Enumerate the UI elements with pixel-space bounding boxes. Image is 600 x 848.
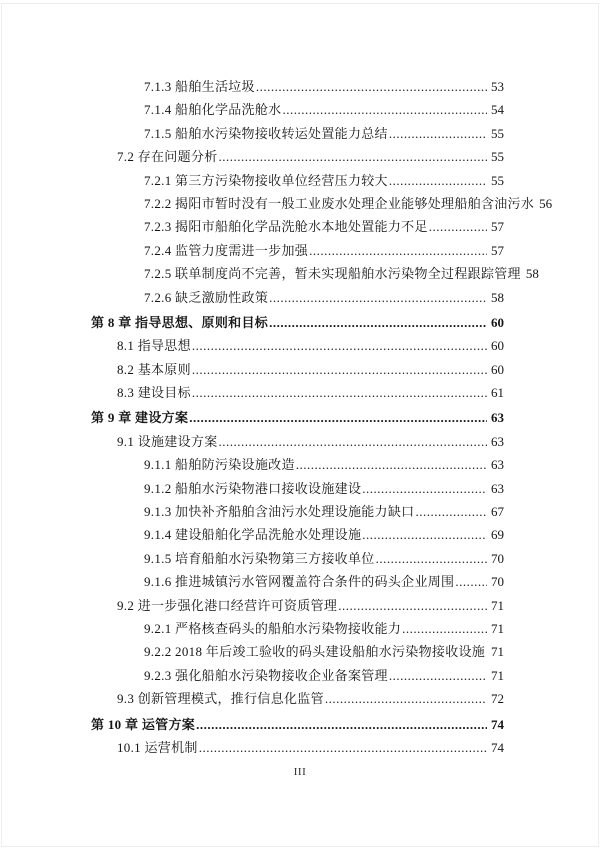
toc-leader-dots xyxy=(309,239,487,262)
toc-entry[interactable] xyxy=(91,358,504,381)
toc-entry[interactable] xyxy=(91,477,504,500)
toc-entry[interactable] xyxy=(91,453,504,476)
toc-entry[interactable] xyxy=(91,122,504,145)
toc-leader-dots xyxy=(389,664,487,687)
toc-entry-label: 7.2.3 揭阳市船舶化学品洗舱水本地处置能力不足 xyxy=(144,219,428,235)
toc-entry-label: 9.1.6 推进城镇污水管网覆盖符合条件的码头企业周围 xyxy=(144,574,455,590)
toc-entry-page: 55 xyxy=(491,149,504,165)
toc-entry-label: 9.1.1 船舶防污染设施改造 xyxy=(144,457,295,473)
toc-entry-page: 61 xyxy=(491,385,504,401)
toc-entry-page: 63 xyxy=(491,433,504,449)
toc-entry-page: 57 xyxy=(491,242,504,258)
toc-entry-page: 71 xyxy=(491,667,504,683)
toc-entry-page: 58 xyxy=(525,266,539,282)
toc-entry-page: 63 xyxy=(491,410,504,426)
toc-entry-label: 7.2.5 联单制度尚不完善，暂未实现船舶水污染物全过程跟踪管理 xyxy=(144,266,521,282)
toc-entry-label: 9.2.2 2018 年后竣工验收的码头建设船舶水污染物接收设施 xyxy=(144,644,486,660)
toc-entry-page: 70 xyxy=(491,550,504,566)
toc-leader-dots xyxy=(376,547,487,570)
toc-entry-page: 57 xyxy=(491,219,504,235)
toc-entry[interactable] xyxy=(91,311,504,334)
toc-entry[interactable] xyxy=(91,640,504,663)
toc-leader-dots xyxy=(338,594,487,617)
toc-leader-dots xyxy=(219,145,488,168)
toc-entry-label: 7.2.2 揭阳市暂时没有一般工业废水处理企业能够处理船舶含油污水 xyxy=(144,195,535,211)
toc-entry-page: 56 xyxy=(539,195,553,211)
toc-entry[interactable] xyxy=(91,547,504,570)
toc-entry-label: 第 8 章 指导思想、原则和目标 xyxy=(91,314,269,330)
toc-leader-dots xyxy=(296,453,487,476)
toc-entry-label: 9.1.3 加快补齐船舶含油污水处理设施能力缺口 xyxy=(144,504,415,520)
toc-leader-dots xyxy=(402,617,487,640)
document-page xyxy=(1,3,599,847)
toc-leader-dots xyxy=(389,169,487,192)
toc-entry[interactable] xyxy=(91,262,539,285)
toc-entry-page: 60 xyxy=(491,361,504,377)
toc-entry[interactable] xyxy=(91,523,504,546)
toc-leader-dots xyxy=(362,523,487,546)
toc-entry-page: 71 xyxy=(491,620,504,636)
toc-entry-label: 第 10 章 运管方案 xyxy=(91,716,196,732)
toc-entry[interactable] xyxy=(91,145,504,168)
toc-entry-label: 8.2 基本原则 xyxy=(117,361,191,377)
toc-leader-dots xyxy=(219,430,488,453)
toc-entry-page: 70 xyxy=(491,574,504,590)
toc-leader-dots xyxy=(269,311,487,334)
toc-entry-page: 67 xyxy=(491,504,504,520)
toc-entry[interactable] xyxy=(91,215,504,238)
toc-entry-label: 9.1.5 培育船舶水污染物第三方接收单位 xyxy=(144,550,375,566)
toc-entry[interactable] xyxy=(91,286,504,309)
toc-entry-page: 72 xyxy=(491,691,504,707)
toc-entry-label: 8.3 建设目标 xyxy=(117,385,191,401)
toc-entry-page: 74 xyxy=(491,739,504,755)
footer-page-number: III xyxy=(293,766,307,778)
toc-entry[interactable] xyxy=(91,664,504,687)
toc-entry[interactable] xyxy=(91,570,504,593)
toc-leader-dots xyxy=(192,381,487,404)
toc-leader-dots xyxy=(325,687,487,710)
toc-entry-label: 第 9 章 建设方案 xyxy=(91,410,189,426)
toc-entry[interactable] xyxy=(91,381,504,404)
toc-entry[interactable] xyxy=(91,334,504,357)
toc-entry[interactable] xyxy=(91,98,504,121)
toc-entry-label: 9.2.3 强化船舶水污染物接收企业备案管理 xyxy=(144,667,388,683)
toc-leader-dots xyxy=(196,713,487,736)
toc-entry-label: 7.1.5 船舶水污染物接收转运处置能力总结 xyxy=(144,125,388,141)
toc-leader-dots xyxy=(192,334,487,357)
toc-leader-dots xyxy=(189,406,487,429)
toc-entry[interactable] xyxy=(91,75,504,98)
toc-entry-label: 9.1.4 建设船舶化学品洗舱水处理设施 xyxy=(144,527,362,543)
toc-entry-page: 53 xyxy=(491,79,504,94)
toc-entry-label: 10.1 运营机制 xyxy=(117,739,198,755)
toc-leader-dots xyxy=(256,75,487,98)
toc-leader-dots xyxy=(362,477,487,500)
toc-entry[interactable] xyxy=(91,736,504,759)
toc-entry-page: 60 xyxy=(491,338,504,354)
toc-entry-page: 58 xyxy=(491,289,504,305)
toc-entry-label: 9.3 创新管理模式，推行信息化监管 xyxy=(117,691,324,707)
toc-entry[interactable] xyxy=(91,617,504,640)
toc-entry[interactable] xyxy=(91,594,504,617)
toc-leader-dots xyxy=(429,215,487,238)
toc-entry[interactable] xyxy=(91,169,504,192)
toc-entry-page: 63 xyxy=(491,480,504,496)
toc-entry-label: 8.1 指导思想 xyxy=(117,338,191,354)
toc-entry-page: 71 xyxy=(491,597,504,613)
toc-leader-dots xyxy=(192,358,487,381)
toc-entry-page: 60 xyxy=(491,314,504,330)
toc-entry-label: 7.1.4 船舶化学品洗舱水 xyxy=(144,102,282,118)
toc-entry[interactable] xyxy=(91,430,504,453)
toc-entry-page: 69 xyxy=(491,527,504,543)
toc-entry-label: 7.2.6 缺乏激励性政策 xyxy=(144,289,269,305)
toc-entry-label: 7.2 存在问题分析 xyxy=(117,149,218,165)
toc-entry-label: 7.2.4 监管力度需进一步加强 xyxy=(144,242,309,258)
toc-entry[interactable] xyxy=(91,687,504,710)
toc-entry-label: 7.2.1 第三方污染物接收单位经营压力较大 xyxy=(144,172,388,188)
toc-entry-label: 9.1 设施建设方案 xyxy=(117,433,218,449)
toc-entry-label: 7.1.3 船舶生活垃圾 xyxy=(144,79,255,94)
toc-entry-page: 54 xyxy=(491,102,504,118)
toc-entry-label: 9.2 进一步强化港口经营许可资质管理 xyxy=(117,597,338,613)
toc-leader-dots xyxy=(389,122,487,145)
toc-leader-dots xyxy=(199,736,487,759)
toc-entry-label: 9.2.1 严格核查码头的船舶水污染物接收能力 xyxy=(144,620,402,636)
toc-entry-page: 71 xyxy=(491,644,504,660)
toc-entry[interactable] xyxy=(91,406,504,429)
toc-entry-page: 55 xyxy=(491,125,504,141)
toc-entry-page: 55 xyxy=(491,172,504,188)
toc-leader-dots xyxy=(282,98,487,121)
toc-entry-page: 63 xyxy=(491,457,504,473)
toc-list xyxy=(91,75,553,759)
toc-entry[interactable] xyxy=(91,239,504,262)
toc-entry-label: 9.1.2 船舶水污染物港口接收设施建设 xyxy=(144,480,362,496)
toc-leader-dots xyxy=(415,500,487,523)
toc-entry-page: 74 xyxy=(491,716,504,732)
toc-leader-dots xyxy=(269,286,487,309)
toc-leader-dots xyxy=(455,570,487,593)
toc-entry[interactable] xyxy=(91,713,504,736)
toc-entry[interactable] xyxy=(91,500,504,523)
toc-entry[interactable] xyxy=(91,192,553,215)
